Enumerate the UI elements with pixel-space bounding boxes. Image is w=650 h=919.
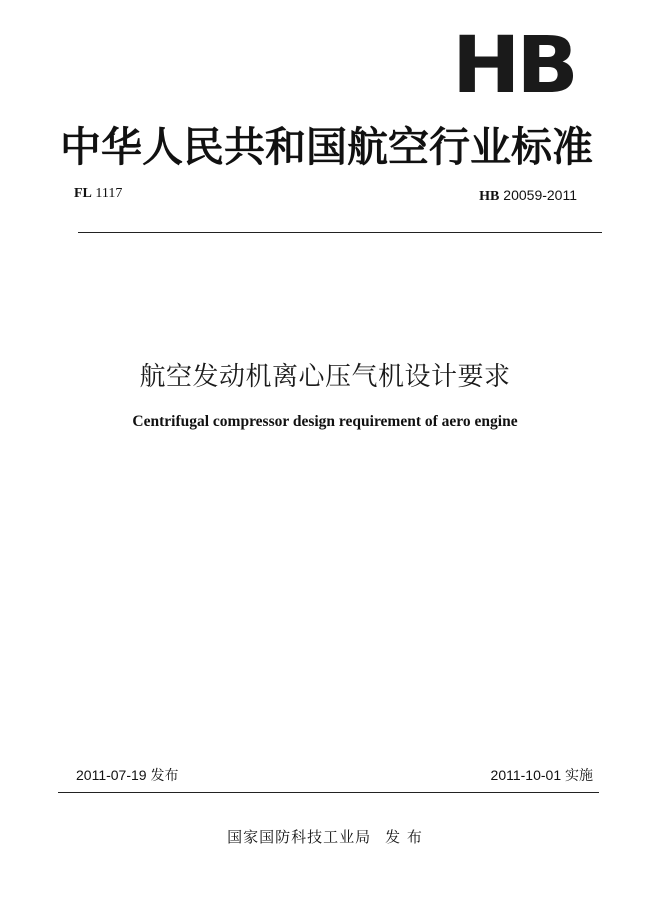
- standard-category-title: 中华人民共和国航空行业标准: [60, 123, 593, 171]
- issuer-name: 国家国防科技工业局: [227, 828, 372, 846]
- classification-code: [74, 186, 122, 202]
- release-date: 2011-07-19 发布: [76, 767, 179, 783]
- implementation-date: 2011-10-01 实施: [490, 767, 593, 783]
- classification-prefix: FL: [74, 186, 92, 201]
- document-title-english: Centrifugal compressor design requirement of aero engine: [132, 413, 518, 430]
- document-title-chinese: 航空发动机离心压气机设计要求: [139, 362, 511, 392]
- hb-logo: HB: [452, 21, 575, 111]
- top-divider: [78, 232, 602, 233]
- bottom-divider: [58, 792, 599, 793]
- issuer-action: 发 布: [385, 828, 423, 846]
- standard-number: [479, 187, 577, 205]
- issuing-authority: [0, 826, 650, 847]
- standard-number-value: 20059-2011: [503, 187, 577, 203]
- classification-number: 1117: [95, 186, 123, 201]
- standard-prefix: HB: [479, 189, 500, 204]
